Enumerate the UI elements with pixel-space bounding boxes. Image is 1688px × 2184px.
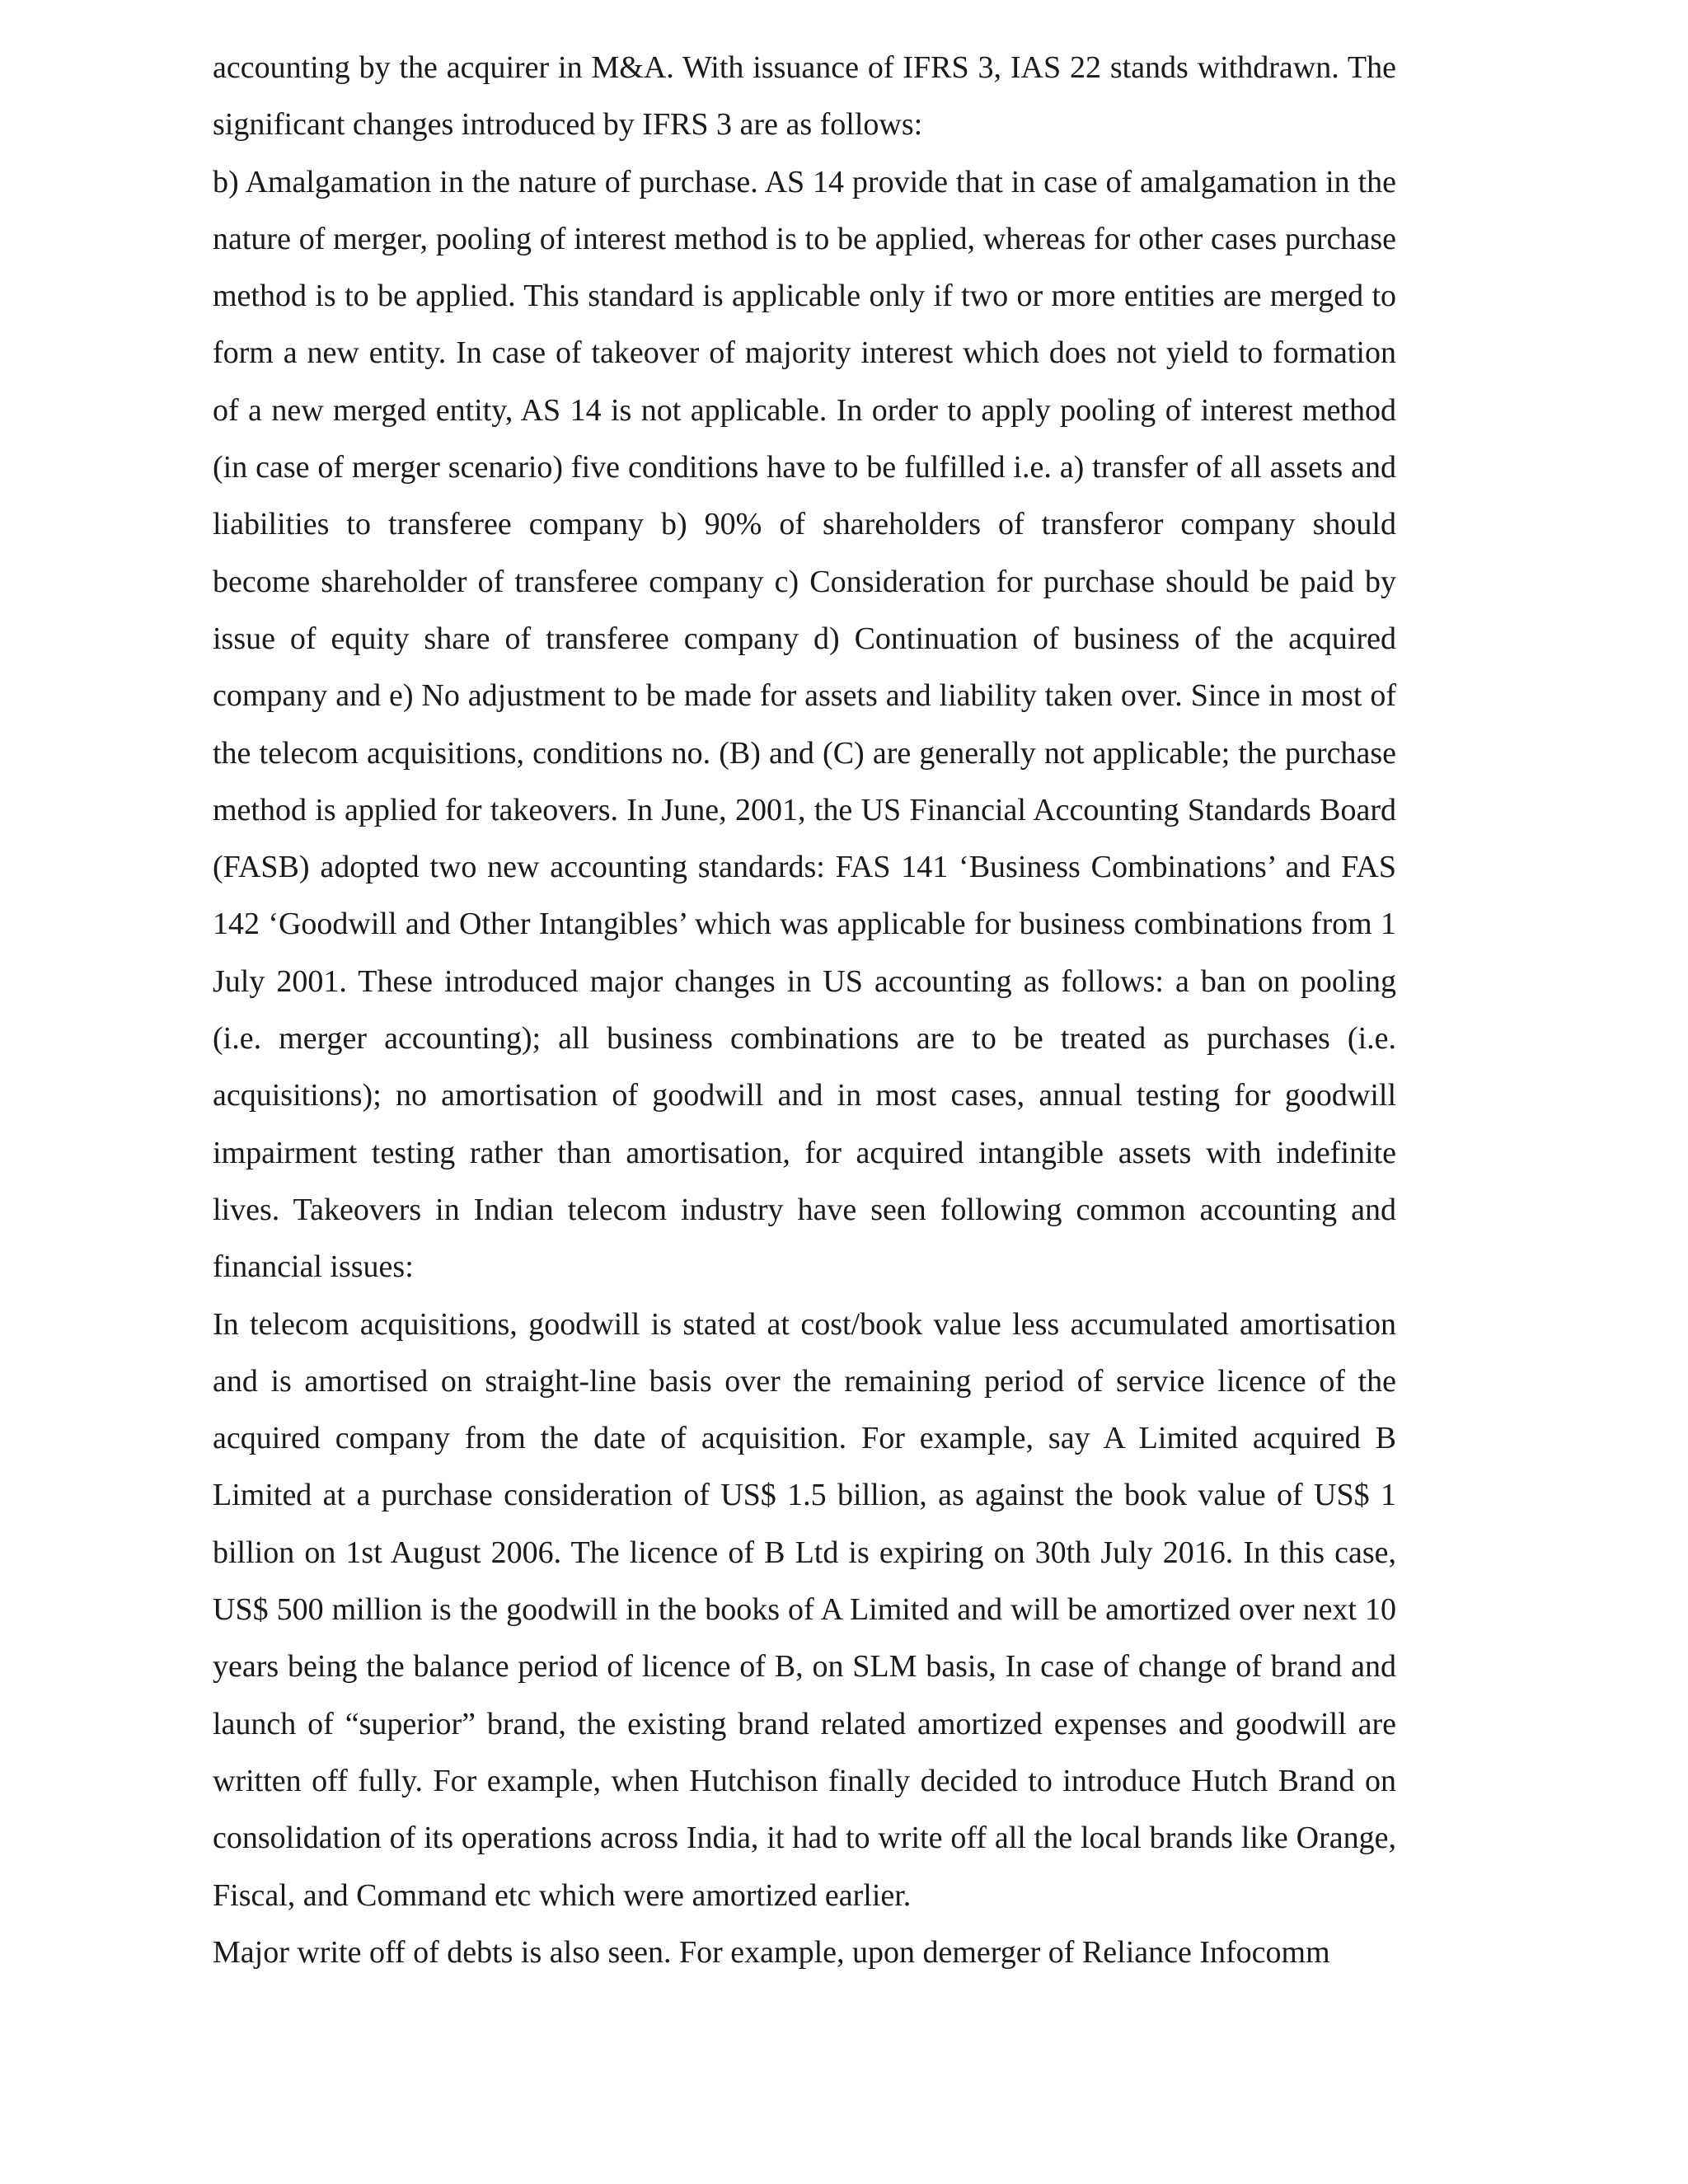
paragraph-ifrs3-intro: accounting by the acquirer in M&A. With issuance of IFRS 3, IAS 22 stands withdrawn. The significant changes introduced by IFRS 3 are as follows:	[213, 50, 1396, 143]
paragraph-debt-write-off: Major write off of debts is also seen. For example, upon demerger of Reliance Infocomm	[213, 1934, 1330, 1970]
paragraph-goodwill-amortisation: In telecom acquisitions, goodwill is stated at cost/book value less accumulated amortisation and is amortised on straight-line basis over the remaining period of service licence of the acquired company from the date of acquisition. For example, say A Limited acquired B Limited at a purchase consideration of US$ 1.5 billion, as against the book value of US$ 1 billion on 1st August 2006. The licence of B Ltd is expiring on 30th July 2016. In this case, US$ 500 million is the goodwill in the books of A Limited and will be amortized over next 10 years being the balance period of licence of B, on SLM basis, In case of change of brand and launch of “superior” brand, the existing brand related amortized expenses and goodwill are written off fully. For example, when Hutchison finally decided to introduce Hutch Brand on consolidation of its operations across India, it had to write off all the local brands like Orange, Fiscal, and Command etc which were amortized earlier.	[213, 1306, 1396, 1913]
paragraph-amalgamation: b) Amalgamation in the nature of purchase. AS 14 provide that in case of amalgamation in the nature of merger, pooling of interest method is to be applied, whereas for other cases purchase method is to be applied. This standard is applicable only if two or more entities are merged to form a new entity. In case of takeover of majority interest which does not yield to formation of a new merged entity, AS 14 is not applicable. In order to apply pooling of interest method (in case of merger scenario) five conditions have to be fulfilled i.e. a) transfer of all assets and liabilities to transferee company b) 90% of shareholders of transferor company should become shareholder of transferee company c) Consideration for purchase should be paid by issue of equity share of transferee company d) Continuation of business of the acquired company and e) No adjustment to be made for assets and liability taken over. Since in most of the telecom acquisitions, conditions no. (B) and (C) are generally not applicable; the purchase method is applied for takeovers. In June, 2001, the US Financial Accounting Standards Board (FASB) adopted two new accounting standards: FAS 141 ‘Business Combinations’ and FAS 142 ‘Goodwill and Other Intangibles’ which was applicable for business combinations from 1 July 2001. These introduced major changes in US accounting as follows: a ban on pooling (i.e. merger accounting); all business combinations are to be treated as purchases (i.e. acquisitions); no amortisation of goodwill and in most cases, annual testing for goodwill impairment testing rather than amortisation, for acquired intangible assets with indefinite lives. Takeovers in Indian telecom industry have seen following common accounting and financial issues:	[213, 164, 1396, 1285]
document-page	[213, 40, 1396, 1981]
